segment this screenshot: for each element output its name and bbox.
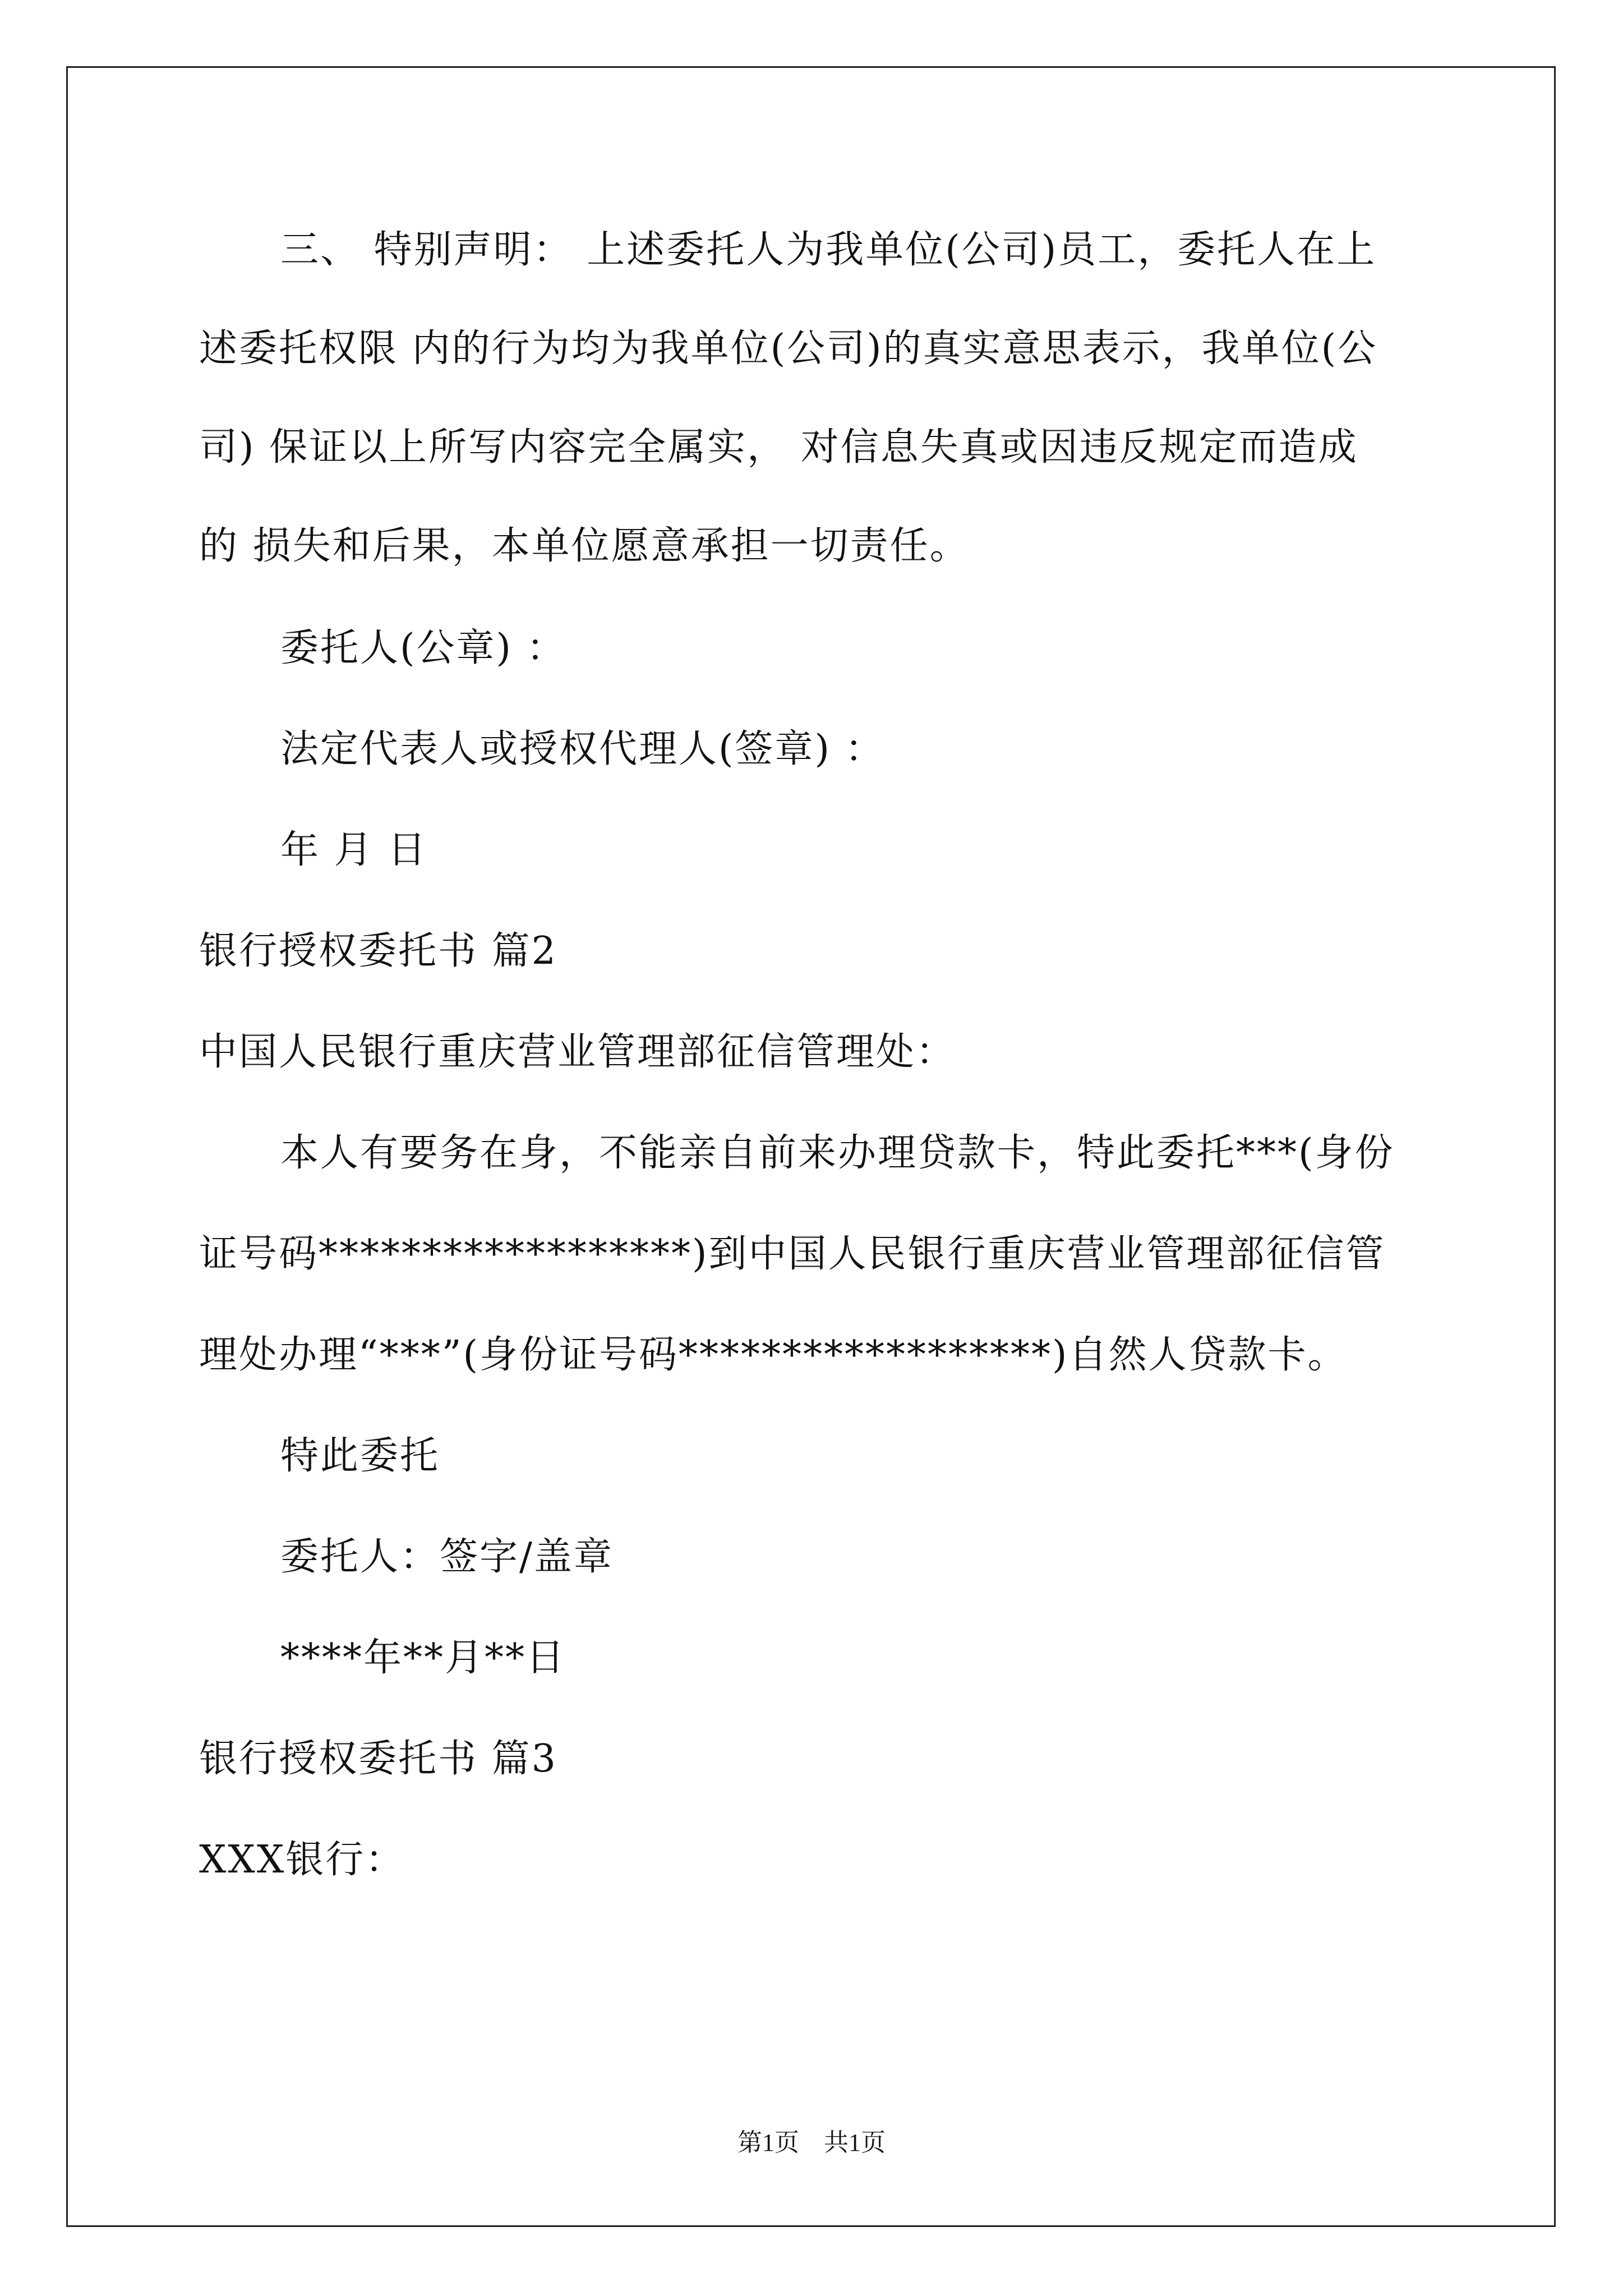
paragraph-special-statement-line-3: 司) 保证以上所写内容完全属实， 对信息失真或因违反规定而造成 [199,425,1358,470]
addressee-line-2: 中国人民银行重庆营业管理部征信管理处： [199,1030,956,1074]
legal-representative-line: 法定代表人或授权代理人(签章) ： [280,727,885,771]
principal-signature-line: 委托人：签字/盖章 [280,1535,614,1579]
date-line: 年 月 日 [280,828,428,872]
section-heading-2: 银行授权委托书 篇2 [199,929,557,973]
paragraph-authorization-line-1: 本人有要务在身，不能亲自前来办理贷款卡，特此委托***(身份 [280,1131,1395,1175]
paragraph-special-statement-line-2: 述委托权限 内的行为均为我单位(公司)的真实意思表示，我单位(公 [199,326,1378,371]
paragraph-authorization-line-2: 证号码******************)到中国人民银行重庆营业管理部征信管 [199,1232,1386,1276]
principal-seal-line: 委托人(公章) ： [280,626,566,670]
page-footer: 第1页 共1页 [737,2129,886,2156]
paragraph-special-statement-line-1: 三、 特别声明： 上述委托人为我单位(公司)员工，委托人在上 [280,228,1377,272]
date-line-2: ****年**月**日 [280,1636,566,1680]
paragraph-special-statement-line-4: 的 损失和后果，本单位愿意承担一切责任。 [199,524,970,568]
addressee-line-3: XXX银行： [199,1838,405,1882]
hereby-authorize-line: 特此委托 [280,1434,440,1478]
paragraph-authorization-line-3: 理处办理“***”(身份证号码******************)自然人贷款卡。 [199,1333,1348,1377]
section-heading-3: 银行授权委托书 篇3 [199,1737,557,1781]
